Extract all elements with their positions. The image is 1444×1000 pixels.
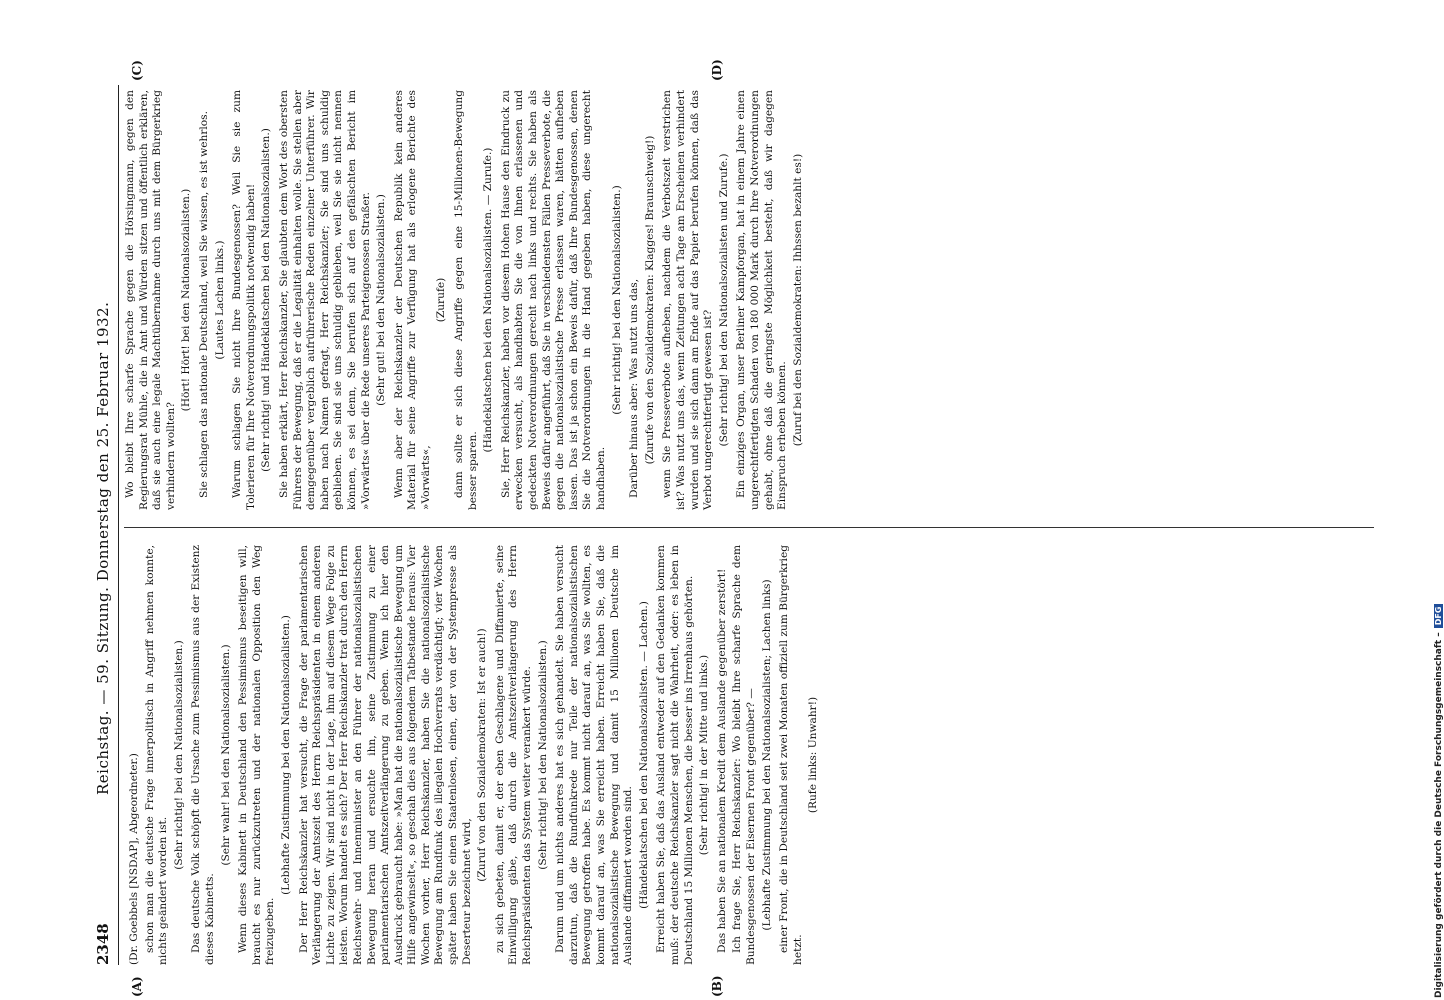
running-title: Reichstag. — 59. Sitzung. Donnerstag den 25. Februar 1932. [94,301,112,795]
interjection: (Sehr gut! bei den Nationalsozialisten.) [375,194,388,406]
dfg-logo: DFG [1434,604,1443,629]
credit-strip [1418,4,1444,998]
interjection: (Lebhafte Zustimmung bei den Nationalsozialisten; Lachen links) [760,579,773,931]
paragraph: Wo bleibt Ihre scharfe Sprache gegen die Hörsingmann, gegen den Regierungsrat Mühle, die in Amt und Würden sitzen und öffentlich erklären, daß sie auch eine legale Machtübernahme durch uns mit dem Bürgerkrieg verhindern wollten? [124,90,177,510]
paragraph: Ein einziges Organ, unser Berliner Kampforgan, hat in einem Jahre einen ungerechtfertigten Schaden von 180 000 Mark durch Ihre Notverordnungen gehabt, ohne daß die geringste Möglichkeit besteht, daß wir dagegen Einspruch erheben können. [735,90,789,510]
paragraph: Sie schlagen das nationale Deutschland, weil Sie wissen, es ist wehrlos. [197,111,210,498]
paragraph: wenn Sie Presseverbote aufheben, nachdem die Verbotszeit verstrichen ist? Was nutzt uns das, wenn Zeitungen acht Tage am Erscheinen verhindert wurden und sie sich dann am Ende auf das Papier berufen können, daß das Verbot ungerechtfertigt gewesen ist? [661,90,715,510]
interjection: (Sehr richtig! bei den Nationalsozialisten.) [536,640,549,870]
margin-mark-b: (B) [710,975,724,997]
credit-label: Digitalisierung gefördert durch die Deutsche Forschungsgemeinschaft – [1434,632,1444,998]
paragraph: Erreicht haben Sie, daß das Ausland entweder auf den Gedanken kommen muß: der deutsche Reichskanzler sagt nicht die Wahrheit, oder: es leben in Deutschland 15 Millionen Menschen, die besser ins Irrenhaus gehörten. [655,545,695,965]
interjection: (Händeklatschen bei den Nationalsozialisten. — Zurufe.) [482,147,495,453]
paragraph: Das haben Sie an nationalem Kredit dem Auslande gegenüber zerstört! [715,568,728,953]
page-header [90,85,119,965]
paragraph: einer Front, die in Deutschland seit zwei Monaten offiziell zum Bürgerkrieg hetzt. [778,545,804,965]
paragraph: Ich frage Sie, Herr Reichskanzler: Wo bleibt Ihre scharfe Sprache dem Bundesgenossen der Eisernen Front gegenüber? — [731,545,757,965]
rotated-page [90,59,1380,997]
left-column [124,545,825,965]
page-number: 2348 [94,923,112,965]
interjection: (Zurufe von den Sozialdemokraten: Klagges! Braunschweig!) [643,135,656,465]
interjection: (Sehr richtig! in der Mitte und links.) [698,654,711,856]
interjection: (Hört! Hört! bei den Nationalsozialisten.) [180,188,193,412]
interjection: (Sehr richtig! bei den Nationalsozialisten.) [610,185,623,415]
interjection: (Lebhafte Zustimmung bei den Nationalsozialisten.) [279,615,292,895]
paragraph: (Dr. Goebbels [NSDAP], Abgeordneter.) [128,753,140,965]
paragraph: dann sollte er sich diese Angriffe gegen eine 15-Millionen-Bewegung besser sparen. [453,90,479,510]
paragraph: Sie, Herr Reichskanzler, haben vor diesem Hohen Hause den Eindruck zu erwecken versucht, als handhabten Sie die von Ihnen erlassenen und gedeckten Notverordnungen gerecht nach links und rechts. Sie haben als Beweis dafür angeführt, daß Sie in verschiedensten Fällen Presseverbote, die gegen die nationalsozialistische Presse erlassen waren, hätten aufheben lassen. Das ist ja schon ein Beweis dafür, daß Ihre Bundesgenossen, denen Sie die Notverordnungen in die Hand gegeben haben, diese ungerecht handhaben. [499,90,607,510]
paragraph: zu sich gebeten, damit er, der eben Geschlagene und Diffamierte, seine Einwilligung gäbe, daß durch die Amtszeitverlängerung des Herrn Reichspräsidenten das System weiter verankert würde. [493,545,534,965]
column-divider [124,527,1374,528]
interjection: (Zurufe) [435,277,448,323]
margin-mark-c: (C) [130,60,144,81]
credit-text [1434,4,1444,998]
paragraph: schon man die deutsche Frage innerpolitisch in Angriff nehmen konnte, nichts geändert worden ist. [143,545,170,965]
interjection: (Sehr richtig! bei den Nationalsozialisten.) [172,640,185,870]
paragraph: Darum und um nichts anderes hat es sich gehandelt. Sie haben versucht darzutun, daß die Rundfunkrede nur Teile der nationalsozialistischen Bewegung getroffen habe. Es kommt nicht darauf an, was Sie wollten, es kommt darauf an, was Sie erreicht haben. Erreicht haben Sie, daß die nationalsozialistische Bewegung und damit 15 Millionen Deutsche im Auslande diffamiert worden sind. [554,545,635,965]
margin-mark-a: (A) [130,976,144,997]
interjection: (Zuruf bei den Sozialdemokraten: Ihhssen bezahlt es!) [791,153,804,447]
right-column [124,90,809,510]
interjection: (Händeklatschen bei den Nationalsozialisten. — Lachen.) [637,601,650,909]
interjection: (Sehr richtig! bei den Nationalsozialisten und Zurufe.) [717,153,730,447]
interjection: (Sehr wahr! bei den Nationalsozialisten.) [219,644,232,866]
interjection: (Zuruf von den Sozialdemokraten: Ist er auch!) [476,628,489,882]
paragraph: Das deutsche Volk schöpft die Ursache zum Pessimismus aus der Existenz dieses Kabinetts. [190,545,216,965]
paragraph: Wenn dieses Kabinett in Deutschland den Pessimismus beseitigen will, braucht es nur zurückzutreten und der nationalen Opposition den Weg freizugeben. [237,545,277,965]
paragraph: Der Herr Reichskanzler hat versucht, die Frage der parlamentarischen Verlängerung der Amtszeit des Herrn Reichspräsidenten in einem anderen Lichte zu zeigen. Wir sind nicht in der Lage, ihm auf diesem Wege Folge zu leisten. Worum handelt es sich? Der Herr Reichskanzler trat durch den Herrn Reichswehr- und Innenminister an den Führer der nationalsozialistischen Bewegung heran und ersuchte ihn, seine Zustimmung zu einer parlamentarischen Amtszeitverlängerung zu geben. Wenn ich hier den Ausdruck gebraucht habe: »Man hat die nationalsozialistische Bewegung um Hilfe angewinselt«, so geschah dies aus folgendem Tatbestande heraus: Vier Wochen vorher, Herr Reichskanzler, haben Sie die nationalsozialistische Bewegung am Rundfunk des illegalen Hochverrats verdächtigt; vier Wochen später haben Sie einen Staatenlosen, einen, der von der Systempresse als Deserteur bezeichnet wird, [297,545,473,965]
paragraph: Darüber hinaus aber: Was nutzt uns das, [628,278,641,498]
paragraph: Sie haben erklärt, Herr Reichskanzler, Sie glaubten dem Wort des obersten Führers der Bewegung, daß er die Legalität einhalten wolle. Sie stellen aber demgegenüber vergeblich aufrührerische Reden einzelner Unterführer. Wir haben nach Namen gefragt, Herr Reichskanzler; Sie sind uns schuldig geblieben. Sie sind sie uns schuldig geblieben, weil Sie sie nicht nennen können, es sei denn, Sie berufen sich auf den gefälschten Bericht im »Vorwärts« über die Rede unseres Parteigenossen Straßer. [277,90,372,510]
interjection: (Sehr richtig! und Händeklatschen bei den Nationalsozialisten.) [260,128,273,472]
paragraph: Wenn aber der Reichskanzler der Deutschen Republik kein anderes Material für seine Angriffe zur Verfügung hat als erlogene Berichte des »Vorwärts«, [392,90,432,510]
paragraph: Warum schlagen Sie nicht Ihre Bundesgenossen? Weil Sie sie zum Tolerieren für Ihre Notverordnungspolitik notwendig haben! [231,90,257,510]
interjection: (Rufe links: Unwahr!) [807,696,820,814]
margin-mark-d: (D) [710,59,724,81]
interjection: (Lautes Lachen links.) [213,240,226,360]
